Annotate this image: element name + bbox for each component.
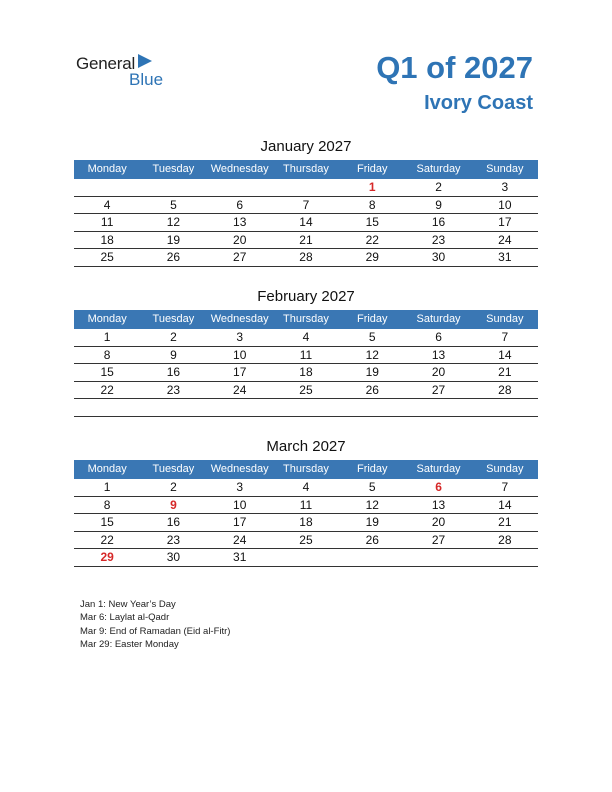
day-cell: 14	[498, 347, 512, 362]
week-row	[74, 549, 538, 567]
weekday-header: Sunday	[486, 163, 524, 175]
day-cell	[405, 549, 471, 566]
day-cell: 18	[299, 515, 313, 530]
week-row	[74, 232, 538, 250]
day-cell: 2	[170, 330, 177, 344]
day-cell: 31	[498, 250, 512, 265]
day-cell	[472, 399, 538, 416]
day-cell: 12	[166, 215, 181, 230]
day-cell: 11	[100, 215, 114, 230]
day-cell	[339, 399, 405, 416]
day-cell	[405, 399, 471, 416]
holiday-notes	[80, 598, 230, 651]
day-cell: 27	[233, 250, 247, 265]
day-cell: 9	[435, 197, 442, 212]
weekday-header: Thursday	[283, 163, 329, 175]
day-cell: 19	[365, 365, 379, 380]
weekday-header: Friday	[356, 163, 388, 175]
weekday-header: Thursday	[283, 463, 329, 475]
day-cell: 10	[233, 497, 247, 512]
day-cell: 4	[103, 197, 111, 212]
day-cell: 10	[233, 347, 247, 362]
day-cell: 11	[299, 497, 313, 512]
day-cell: 22	[365, 232, 379, 247]
day-cell: 3	[501, 180, 509, 194]
day-cell: 16	[166, 365, 181, 380]
week-row	[74, 329, 538, 347]
week-row	[74, 214, 538, 232]
day-cell: 5	[170, 197, 177, 212]
day-cell: 6	[236, 197, 244, 212]
day-cell: 14	[299, 215, 313, 230]
week-row	[74, 249, 538, 267]
weekday-header: Saturday	[416, 313, 461, 325]
day-cell: 9	[170, 347, 177, 362]
logo-text-blue: Blue	[129, 70, 164, 89]
weekday-header: Tuesday	[152, 313, 195, 325]
weekday-header: Monday	[87, 163, 127, 175]
day-cell: 19	[166, 232, 181, 247]
weekday-header-row	[74, 460, 538, 479]
day-cell: 27	[431, 532, 446, 547]
day-cell: 8	[103, 497, 111, 512]
weekday-header: Tuesday	[152, 463, 195, 475]
week-row	[74, 497, 538, 515]
day-cell: 17	[233, 515, 247, 530]
holiday-note: Mar 9: End of Ramadan (Eid al-Fitr)	[80, 625, 231, 637]
day-cell: 13	[431, 497, 446, 512]
week-row	[74, 399, 538, 417]
day-cell: 8	[103, 347, 111, 362]
day-cell: 28	[299, 250, 313, 265]
day-cell: 6	[435, 330, 442, 344]
day-cell: 30	[431, 250, 446, 265]
week-row	[74, 532, 538, 550]
day-cell: 13	[233, 215, 247, 230]
holiday-note: Mar 6: Laylat al-Qadr	[80, 612, 170, 624]
day-cell: 20	[431, 365, 446, 380]
weekday-header: Wednesday	[210, 313, 269, 325]
day-cell	[472, 549, 538, 566]
day-cell	[74, 399, 140, 416]
day-cell: 18	[299, 365, 313, 380]
day-cell	[339, 549, 405, 566]
day-cell: 5	[368, 480, 376, 494]
day-cell: 24	[498, 232, 512, 247]
day-cell: 23	[431, 232, 446, 247]
day-cell	[140, 179, 206, 196]
day-cell: 11	[299, 347, 313, 362]
logo	[76, 50, 186, 90]
month-title: January 2027	[260, 138, 352, 155]
day-cell: 7	[302, 197, 310, 212]
week-row	[74, 179, 538, 197]
day-cell: 14	[498, 497, 512, 512]
day-cell: 24	[233, 382, 247, 397]
holiday-day-cell: 1	[368, 180, 376, 194]
day-cell: 8	[368, 197, 376, 212]
day-cell	[273, 549, 339, 566]
day-cell: 15	[100, 515, 114, 530]
day-cell: 23	[166, 532, 181, 547]
holiday-day-cell: 29	[100, 550, 114, 565]
day-cell	[207, 179, 273, 196]
week-row	[74, 382, 538, 400]
day-cell: 28	[498, 532, 512, 547]
day-cell: 5	[368, 330, 376, 344]
week-row	[74, 347, 538, 365]
day-cell: 24	[233, 532, 247, 547]
week-row	[74, 514, 538, 532]
day-cell: 20	[233, 232, 247, 247]
day-cell: 2	[170, 480, 177, 494]
weekday-header: Saturday	[416, 163, 461, 175]
holiday-note: Jan 1: New Year’s Day	[80, 599, 176, 610]
month-february	[74, 287, 538, 417]
day-cell: 25	[100, 250, 114, 265]
day-cell: 4	[302, 480, 310, 494]
day-cell: 26	[166, 250, 181, 265]
weekday-header: Monday	[87, 313, 127, 325]
day-cell: 10	[498, 197, 512, 212]
day-cell: 21	[299, 232, 313, 247]
week-row	[74, 364, 538, 382]
day-cell: 12	[365, 347, 379, 362]
day-cell: 19	[365, 515, 379, 530]
weekday-header: Wednesday	[210, 163, 269, 175]
logo-flag-icon	[138, 54, 152, 68]
day-cell: 3	[236, 330, 244, 344]
weekday-header: Saturday	[416, 463, 461, 475]
day-cell: 7	[501, 480, 509, 494]
weekday-header-row	[74, 160, 538, 179]
day-cell: 23	[166, 382, 181, 397]
day-cell: 15	[365, 215, 379, 230]
day-cell	[273, 399, 339, 416]
week-row	[74, 479, 538, 497]
day-cell: 25	[299, 532, 313, 547]
day-cell: 12	[365, 497, 379, 512]
month-title: February 2027	[257, 288, 355, 305]
day-cell: 17	[498, 215, 512, 230]
page-title: Q1 of 2027	[376, 50, 533, 85]
weekday-header: Thursday	[283, 313, 329, 325]
day-cell: 3	[236, 480, 244, 494]
day-cell: 13	[431, 347, 446, 362]
month-title: March 2027	[266, 438, 346, 455]
day-cell	[207, 399, 273, 416]
day-cell: 21	[498, 365, 512, 380]
weekday-header: Tuesday	[152, 163, 195, 175]
logo-text-general: General	[76, 54, 136, 73]
weekday-header: Sunday	[486, 313, 524, 325]
day-cell: 1	[103, 480, 111, 494]
day-cell	[140, 399, 206, 416]
weekday-header: Friday	[356, 463, 388, 475]
day-cell: 18	[100, 232, 114, 247]
month-january	[74, 137, 538, 267]
day-cell: 28	[498, 382, 512, 397]
holiday-day-cell: 9	[170, 497, 177, 512]
day-cell: 21	[498, 515, 512, 530]
day-cell: 15	[100, 365, 114, 380]
day-cell	[74, 179, 140, 196]
weekday-header: Sunday	[486, 463, 524, 475]
day-cell: 22	[100, 532, 114, 547]
day-cell: 16	[166, 515, 181, 530]
day-cell: 7	[501, 330, 509, 344]
day-cell	[273, 179, 339, 196]
weekday-header: Wednesday	[210, 463, 269, 475]
day-cell: 1	[103, 330, 111, 344]
page-subtitle: Ivory Coast	[424, 92, 533, 114]
day-cell: 27	[431, 382, 446, 397]
day-cell: 16	[431, 215, 446, 230]
day-cell: 26	[365, 382, 379, 397]
weekday-header-row	[74, 310, 538, 329]
day-cell: 30	[166, 550, 181, 565]
day-cell: 2	[435, 180, 442, 194]
weekday-header: Monday	[87, 463, 127, 475]
week-row	[74, 197, 538, 215]
day-cell: 25	[299, 382, 313, 397]
day-cell: 26	[365, 532, 379, 547]
day-cell: 4	[302, 330, 310, 344]
holiday-note: Mar 29: Easter Monday	[80, 638, 179, 650]
month-march	[74, 437, 538, 567]
day-cell: 17	[233, 365, 247, 380]
day-cell: 31	[233, 550, 247, 565]
day-cell: 29	[365, 250, 379, 265]
holiday-day-cell: 6	[435, 480, 442, 494]
day-cell: 22	[100, 382, 114, 397]
day-cell: 20	[431, 515, 446, 530]
weekday-header: Friday	[356, 313, 388, 325]
